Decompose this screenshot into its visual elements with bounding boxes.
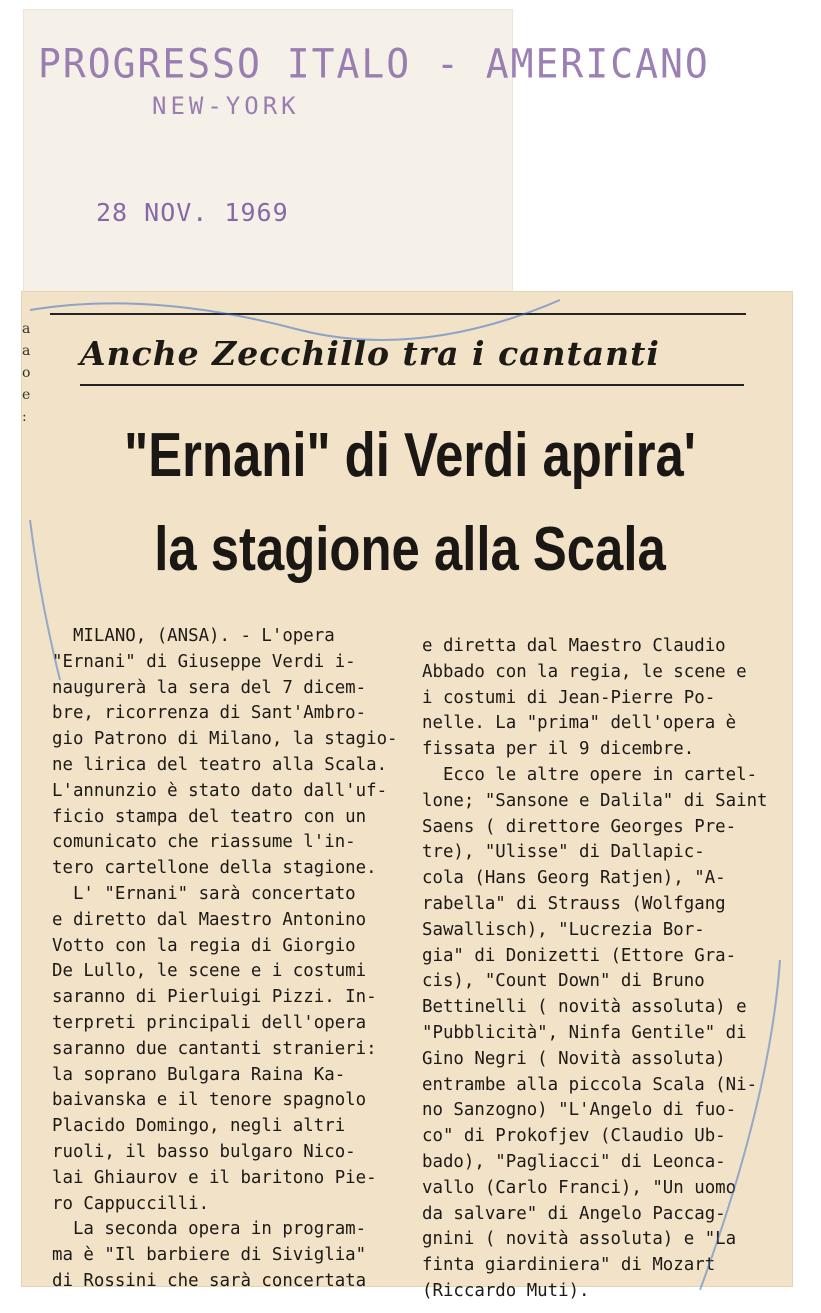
headline-line-2: la stagione alla Scala [154,515,666,584]
article-line: ma è "Il barbiere di Siviglia" [52,1245,367,1266]
article-line: i costumi di Jean-Pierre Po- [422,687,716,708]
article-line: De Lullo, le scene e i costumi [52,961,367,982]
article-line: fissata per il 9 dicembre. [422,739,695,760]
stamp-date: 28 NOV. 1969 [96,198,289,227]
edge-fragment-letter: o [22,365,31,381]
article-headline [30,410,790,598]
article-line: tre), "Ulisse" di Dallapic- [422,842,705,863]
headline-line-1: "Ernani" di Verdi aprira' [124,421,696,490]
article-line: co" di Prokofjev (Claudio Ub- [422,1126,726,1147]
article-line: entrambe alla piccola Scala (Ni- [422,1074,758,1095]
article-line: ficio stampa del teatro con un [52,806,367,827]
article-line: "Pubblicità", Ninfa Gentile" di [422,1022,747,1043]
article-line: nelle. La "prima" dell'opera è [422,713,737,734]
article-line: ro Cappuccilli. [52,1193,210,1214]
article-line: gnini ( novità assoluta) e "La [422,1229,737,1250]
article-line: MILANO, (ANSA). - L'opera [52,626,335,646]
article-line: cis), "Count Down" di Bruno [422,971,705,992]
edge-fragment-letter: e [22,387,31,403]
article-line: Saens ( direttore Georges Pre- [422,816,737,837]
article-line: bre, ricorrenza di Sant'Ambro- [52,703,367,724]
article-line: Bettinelli ( novità assoluta) e [422,997,747,1018]
stamp-publication: PROGRESSO ITALO - AMERICANO [38,40,710,88]
article-line: di Rossini che sarà concertata [52,1270,367,1291]
article-line: bado), "Pagliacci" di Leonca- [422,1151,726,1172]
article-line: Ecco le altre opere in cartel- [422,764,758,785]
article-line: comunicato che riassume l'in- [52,832,356,853]
article-line: ruoli, il basso bulgaro Nico- [52,1141,356,1162]
article-line: rabella" di Strauss (Wolfgang [422,893,726,914]
article-line: e diretta dal Maestro Claudio [422,636,726,656]
article-line: La seconda opera in program- [52,1219,367,1240]
article-line: Placido Domingo, negli altri [52,1116,346,1137]
article-line: terpreti principali dell'opera [52,1012,367,1033]
article-line: saranno due cantanti stranieri: [52,1038,377,1059]
article-line: "Ernani" di Giuseppe Verdi i- [52,651,356,672]
article-line: e diretto dal Maestro Antonino [52,909,367,930]
article-line: Gino Negri ( Novità assoluta) [422,1048,726,1069]
article-line: L'annunzio è stato dato dall'uf- [52,780,388,801]
article-kicker: Anche Zecchillo tra i cantanti [80,334,660,373]
edge-fragment-letter: : [22,409,27,425]
article-line: L' "Ernani" sarà concertato [52,883,356,904]
kicker-rule [80,384,744,386]
article-line: finta giardiniera" di Mozart [422,1255,716,1276]
edge-fragment-letter: a [22,321,31,337]
article-line: ne lirica del teatro alla Scala. [52,754,388,775]
article-line: lone; "Sansone e Dalila" di Saint [422,790,768,811]
article-line: (Riccardo Muti). [422,1280,590,1301]
stamp-city: NEW-YORK [152,92,300,120]
article-line: tero cartellone della stagione. [52,858,377,879]
article-right-column [422,634,784,1305]
article-line: Abbado con la regia, le scene e [422,661,747,682]
article-line: baivanska e il tenore spagnolo [52,1090,367,1111]
edge-fragment-letter: a [22,343,31,359]
article-line: gio Patrono di Milano, la stagio- [52,729,398,750]
article-line: cola (Hans Georg Ratjen), "A- [422,868,726,889]
article-line: lai Ghiaurov e il baritono Pie- [52,1167,377,1188]
article-line: Votto con la regia di Giorgio [52,935,356,956]
article-left-column [52,624,412,1295]
article-line: naugurerà la sera del 7 dicem- [52,677,367,698]
article-line: Sawallisch), "Lucrezia Bor- [422,919,705,940]
article-line: saranno di Pierluigi Pizzi. In- [52,987,377,1008]
article-line: da salvare" di Angelo Paccag- [422,1203,726,1224]
article-line: la soprano Bulgara Raina Ka- [52,1064,346,1085]
top-rule [50,313,746,315]
article-line: vallo (Carlo Franci), "Un uomo [422,1177,737,1198]
article-line: gia" di Donizetti (Ettore Gra- [422,945,737,966]
article-line: no Sanzogno) "L'Angelo di fuo- [422,1100,737,1121]
